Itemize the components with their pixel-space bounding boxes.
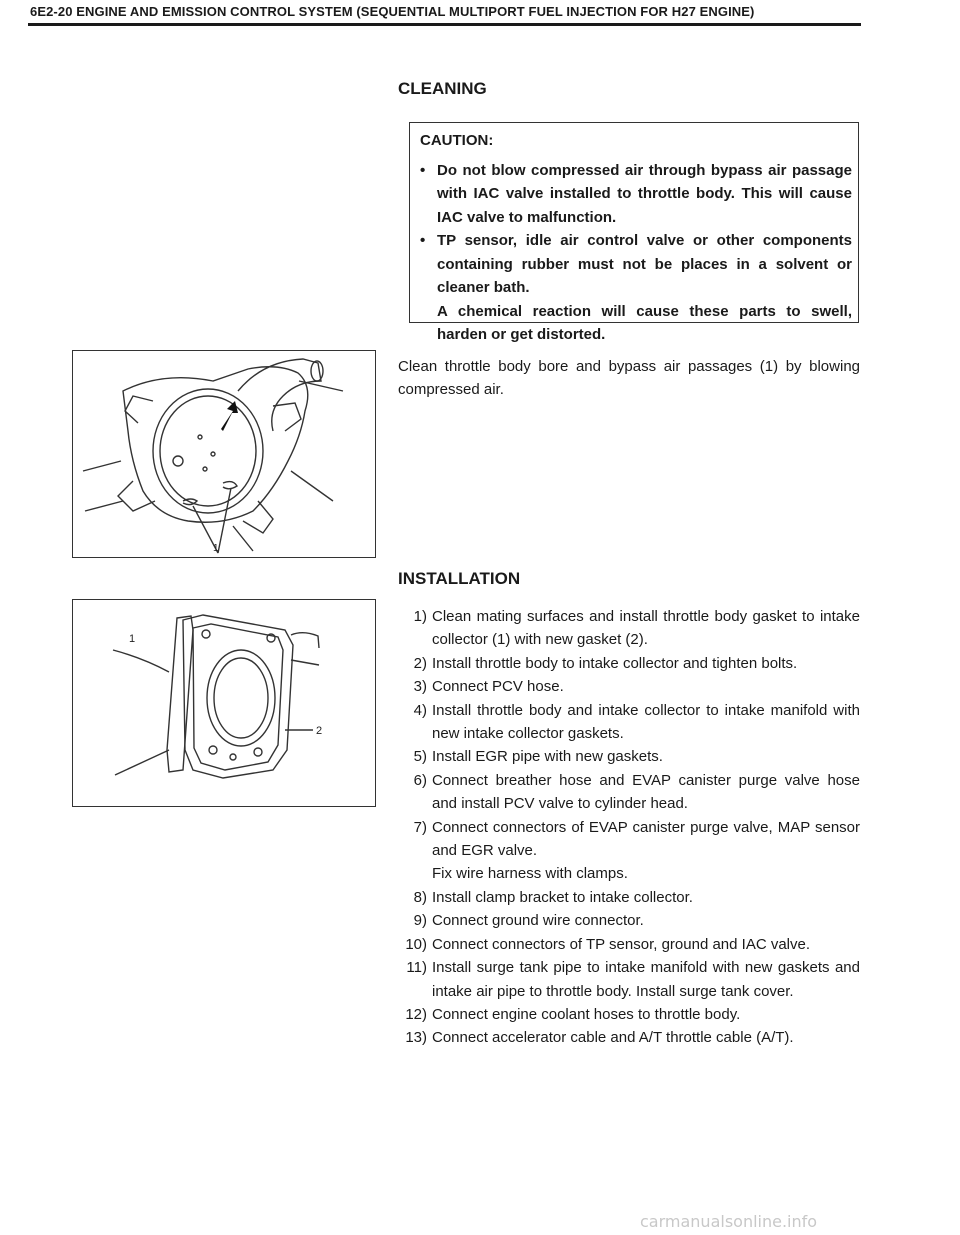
step-text: Fix wire harness with clamps. — [432, 865, 628, 883]
bullet-icon: • — [420, 161, 426, 179]
step-number: 7) — [413, 818, 427, 836]
step-number: 12) — [405, 1005, 427, 1023]
installation-steps — [398, 605, 860, 1050]
step-number: 10) — [405, 935, 427, 953]
step-item — [398, 699, 860, 746]
step-number: 3) — [413, 678, 427, 696]
step-item — [398, 769, 860, 816]
step-text: Connect connectors of EVAP canister purge valve, MAP sensor and EGR valve. — [432, 818, 860, 860]
caution-note-text: A chemical reaction will cause these parts to swell, harden or get distorted. — [437, 302, 852, 343]
step-item — [398, 816, 860, 863]
throttle-body-bore-figure — [72, 350, 376, 558]
step-text: Clean mating surfaces and install throttle body gasket to intake collector (1) with new gasket (2). — [432, 608, 860, 649]
step-number: 13) — [405, 1029, 427, 1047]
step-number: 2) — [413, 654, 427, 672]
step-number: 8) — [413, 888, 427, 906]
step-item — [398, 1003, 860, 1026]
throttle-body-gasket-figure — [72, 599, 376, 807]
step-text: Connect ground wire connector. — [432, 912, 644, 930]
step-item — [398, 605, 860, 652]
step-number — [398, 862, 432, 885]
step-text: Install throttle body to intake collector and tighten bolts. — [432, 654, 798, 672]
step-number: 4) — [413, 701, 427, 719]
step-item — [398, 1026, 860, 1049]
step-item — [398, 652, 860, 675]
throttle-body-illustration — [73, 351, 375, 557]
step-text: Connect accelerator cable and A/T throttle cable (A/T). — [432, 1029, 794, 1047]
step-number: 5) — [413, 748, 427, 766]
caution-bullet — [420, 229, 852, 300]
step-text: Install surge tank pipe to intake manifold with new gaskets and intake air pipe to throttle body. Install surge tank cover. — [432, 959, 860, 1000]
step-text: Install throttle body and intake collector to intake manifold with new intake collector gaskets. — [432, 701, 860, 743]
callout-label: 2 — [316, 725, 323, 737]
step-item — [398, 886, 860, 909]
step-text: Connect PCV hose. — [432, 678, 564, 696]
step-text: Install clamp bracket to intake collector. — [432, 888, 693, 906]
step-item — [398, 956, 860, 1003]
caution-box — [409, 122, 859, 343]
step-text: Connect breather hose and EVAP canister purge valve hose and install PCV valve to cylinder head. — [432, 771, 860, 813]
callout-label: 1 — [129, 633, 136, 645]
step-text: Connect engine coolant hoses to throttle body. — [432, 1005, 741, 1023]
step-item — [398, 675, 860, 698]
caution-title: CAUTION: — [420, 132, 494, 149]
step-item — [398, 909, 860, 932]
cleaning-heading: CLEANING — [398, 79, 487, 98]
caution-bullet-text: TP sensor, idle air control valve or other components containing rubber must not be places in a solvent or cleaner bath. — [437, 232, 852, 296]
step-item — [398, 933, 860, 956]
cleaning-instruction: Clean throttle body bore and bypass air passages (1) by blowing compressed air. — [398, 358, 860, 398]
header-rule — [28, 23, 861, 26]
caution-bullet-text: Do not blow compressed air through bypass air passage with IAC valve installed to throttle body. This will cause IAC valve to malfunction. — [437, 161, 852, 226]
caution-note — [420, 300, 852, 347]
step-text: Connect connectors of TP sensor, ground and IAC valve. — [432, 935, 811, 953]
gasket-illustration — [73, 600, 375, 806]
bullet-icon: • — [420, 232, 426, 249]
step-number: 9) — [413, 912, 427, 930]
caution-bullet — [420, 159, 852, 230]
page-header: 6E2-20 ENGINE AND EMISSION CONTROL SYSTEM (SEQUENTIAL MULTIPORT FUEL INJECTION FOR H27 ENGINE) — [30, 4, 755, 19]
callout-label: 1 — [213, 543, 219, 554]
watermark: carmanualsonline.info — [640, 1212, 818, 1231]
step-number: 1) — [413, 608, 427, 625]
step-item — [398, 745, 860, 768]
step-number: 11) — [406, 959, 427, 977]
step-text: Install EGR pipe with new gaskets. — [432, 748, 663, 766]
installation-heading: INSTALLATION — [398, 569, 521, 588]
step-number: 6) — [413, 771, 427, 789]
step-item — [398, 862, 860, 885]
